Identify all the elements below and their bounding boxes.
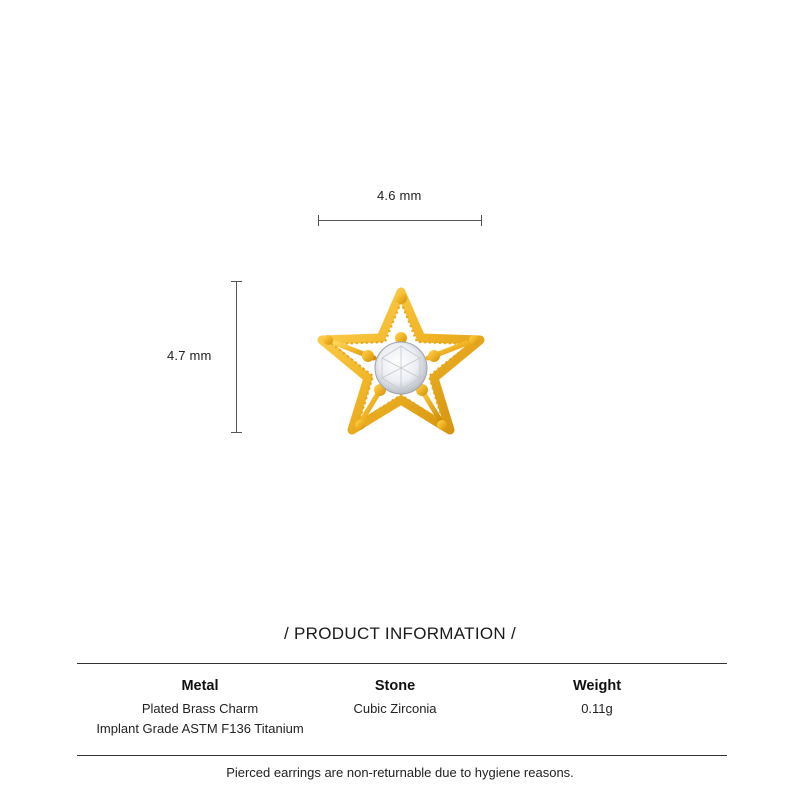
product-image	[310, 280, 492, 440]
spec-table	[77, 678, 727, 748]
metal-line-2: Implant Grade ASTM F136 Titanium	[96, 721, 304, 736]
bottom-divider	[77, 755, 727, 756]
stone-heading: Stone	[374, 678, 416, 694]
metal-line-1: Plated Brass Charm	[141, 701, 259, 716]
metal-heading: Metal	[181, 678, 219, 694]
weight-heading: Weight	[572, 678, 622, 694]
width-dimension-label: 4.6 mm	[377, 188, 422, 203]
metal-column	[77, 678, 323, 739]
returns-note: Pierced earrings are non-returnable due to hygiene reasons.	[226, 765, 574, 780]
top-divider	[77, 663, 727, 664]
weight-line-1: 0.11g	[581, 701, 613, 716]
height-dimension-label: 4.7 mm	[167, 348, 212, 363]
height-dimension-bar	[236, 281, 237, 433]
stone-line-1: Cubic Zirconia	[353, 701, 437, 716]
width-dimension-bar	[318, 220, 482, 221]
weight-column	[497, 678, 697, 719]
stone-column	[297, 678, 493, 719]
product-information-title: / PRODUCT INFORMATION /	[284, 624, 516, 643]
star-earring-icon	[310, 280, 492, 440]
